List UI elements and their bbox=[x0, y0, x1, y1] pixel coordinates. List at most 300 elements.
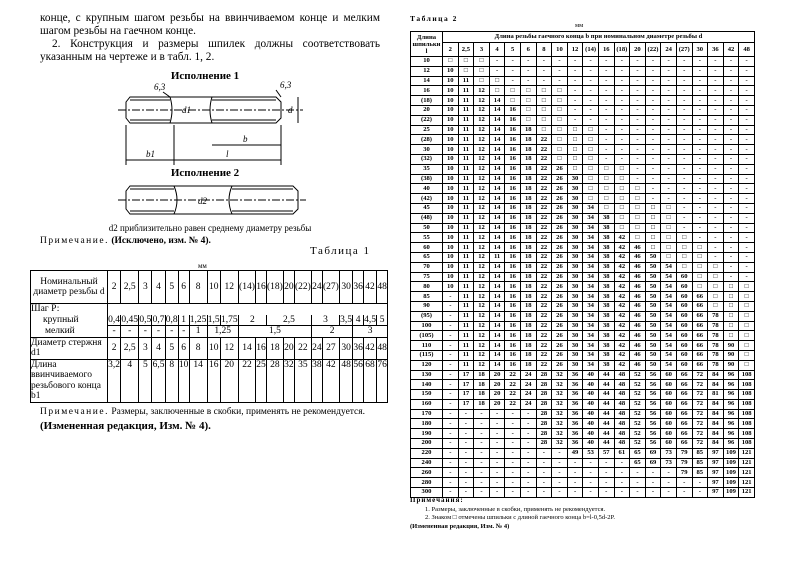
thread-length-cell: 42 bbox=[614, 292, 630, 302]
thread-length-cell: 18 bbox=[520, 341, 536, 351]
thread-length-cell: - bbox=[474, 409, 490, 419]
thread-length-cell: 84 bbox=[708, 419, 724, 429]
fine-step-row bbox=[31, 326, 388, 338]
thread-length-cell: 16 bbox=[505, 321, 521, 331]
stud-length-cell: 160 bbox=[411, 399, 443, 409]
thread-length-cell: 54 bbox=[661, 272, 677, 282]
thread-length-cell: 11 bbox=[458, 233, 474, 243]
thread-length-cell: 34 bbox=[583, 233, 599, 243]
stud-length-cell: 120 bbox=[411, 360, 443, 370]
thread-length-cell: 28 bbox=[536, 419, 552, 429]
table-row bbox=[411, 448, 755, 458]
thread-length-cell: - bbox=[505, 448, 521, 458]
d-label: d bbox=[288, 105, 293, 115]
thread-length-cell: 14 bbox=[189, 359, 207, 402]
thread-length-cell: 11 bbox=[458, 184, 474, 194]
thread-length-cell: 66 bbox=[692, 331, 708, 341]
thread-length-cell: - bbox=[645, 66, 661, 76]
thread-length-cell: 25 bbox=[256, 359, 267, 402]
thread-length-cell: - bbox=[661, 194, 677, 204]
thread-length-cell: - bbox=[583, 458, 599, 468]
thread-length-cell: - bbox=[645, 478, 661, 488]
thread-length-cell: - bbox=[536, 66, 552, 76]
row-label-fine: мелкий bbox=[31, 326, 108, 338]
thread-length-cell: 18 bbox=[520, 252, 536, 262]
thread-length-cell: 40 bbox=[583, 429, 599, 439]
thread-length-cell: □ bbox=[536, 115, 552, 125]
thread-length-cell: - bbox=[739, 174, 755, 184]
thread-length-cell: 18 bbox=[520, 262, 536, 272]
thread-length-cell: 14 bbox=[489, 350, 505, 360]
thread-length-cell: 52 bbox=[630, 419, 646, 429]
thread-length-cell: 16 bbox=[505, 145, 521, 155]
thread-length-cell: 34 bbox=[583, 321, 599, 331]
thread-length-cell: 50 bbox=[645, 262, 661, 272]
thread-length-cell: - bbox=[614, 57, 630, 67]
thread-length-cell: - bbox=[708, 252, 724, 262]
stud-length-cell: 300 bbox=[411, 488, 443, 498]
thread-length-cell: - bbox=[505, 478, 521, 488]
thread-length-cell: 12 bbox=[474, 360, 490, 370]
thread-length-cell: 36 bbox=[567, 439, 583, 449]
thread-length-cell: 18 bbox=[520, 203, 536, 213]
thread-length-cell: 79 bbox=[676, 458, 692, 468]
table-row bbox=[411, 350, 755, 360]
rod-diameter-cell: 8 bbox=[189, 337, 207, 359]
thread-length-cell: - bbox=[692, 203, 708, 213]
thread-length-cell: 11 bbox=[458, 213, 474, 223]
thread-length-cell: 10 bbox=[443, 135, 459, 145]
thread-length-cell: 10 bbox=[443, 164, 459, 174]
thread-length-cell: □ bbox=[505, 86, 521, 96]
thread-length-cell: □ bbox=[723, 301, 739, 311]
thread-length-cell: 69 bbox=[645, 458, 661, 468]
thread-length-cell: - bbox=[723, 96, 739, 106]
thread-length-cell: - bbox=[739, 86, 755, 96]
thread-length-cell: - bbox=[708, 96, 724, 106]
thread-length-cell: 60 bbox=[661, 380, 677, 390]
thread-length-cell: □ bbox=[489, 86, 505, 96]
thread-length-cell: 72 bbox=[692, 370, 708, 380]
table-row bbox=[411, 409, 755, 419]
drawing-caption: d2 приблизительно равен среднему диаметру резьбы bbox=[108, 223, 312, 233]
thread-length-cell: - bbox=[458, 478, 474, 488]
thread-length-cell: □ bbox=[443, 57, 459, 67]
table-row bbox=[411, 301, 755, 311]
thread-length-cell: 72 bbox=[692, 399, 708, 409]
thread-length-cell: 14 bbox=[489, 282, 505, 292]
thread-length-cell: □ bbox=[739, 331, 755, 341]
thread-length-cell: □ bbox=[583, 154, 599, 164]
thread-length-cell: - bbox=[645, 488, 661, 498]
thread-length-cell: 108 bbox=[739, 399, 755, 409]
thread-length-cell: 78 bbox=[708, 360, 724, 370]
thread-length-cell: 28 bbox=[536, 439, 552, 449]
thread-length-cell: 11 bbox=[458, 174, 474, 184]
roughness-label-1: 6,3 bbox=[154, 82, 166, 92]
thread-length-cell: - bbox=[458, 419, 474, 429]
table1-note-label: Примечание. bbox=[40, 407, 109, 417]
thread-length-cell: 30 bbox=[567, 194, 583, 204]
thread-length-cell: 84 bbox=[708, 370, 724, 380]
thread-length-cell: - bbox=[661, 478, 677, 488]
table-row bbox=[411, 213, 755, 223]
thread-length-cell: - bbox=[708, 105, 724, 115]
thread-length-cell: - bbox=[443, 292, 459, 302]
thread-length-cell: - bbox=[630, 66, 646, 76]
thread-length-cell: 11 bbox=[458, 272, 474, 282]
thread-length-cell: - bbox=[661, 96, 677, 106]
thread-length-cell: 96 bbox=[723, 419, 739, 429]
thread-length-cell: 44 bbox=[598, 419, 614, 429]
thread-length-cell: 11 bbox=[458, 301, 474, 311]
thread-length-cell: 22 bbox=[536, 154, 552, 164]
thread-length-cell: 121 bbox=[739, 488, 755, 498]
thread-length-cell: 18 bbox=[474, 390, 490, 400]
thread-length-cell: - bbox=[645, 184, 661, 194]
thread-length-cell: - bbox=[676, 478, 692, 488]
thread-length-cell: - bbox=[614, 66, 630, 76]
fine-step-cell: 2 bbox=[312, 326, 353, 338]
thread-length-cell: 22 bbox=[536, 252, 552, 262]
thread-length-cell: 16 bbox=[505, 360, 521, 370]
rod-diameter-cell: 3 bbox=[139, 337, 152, 359]
thread-length-cell: - bbox=[536, 448, 552, 458]
thread-length-cell: 44 bbox=[598, 439, 614, 449]
stud-length-cell: 12 bbox=[411, 66, 443, 76]
thread-length-cell: - bbox=[739, 252, 755, 262]
thread-length-cell: 34 bbox=[583, 243, 599, 253]
thread-length-cell: 34 bbox=[583, 341, 599, 351]
thread-length-cell: 97 bbox=[708, 448, 724, 458]
thread-length-cell: □ bbox=[583, 135, 599, 145]
thread-length-cell: 108 bbox=[739, 439, 755, 449]
thread-length-cell: 38 bbox=[598, 223, 614, 233]
row-label-thread-length: Длина ввинчиваемого резьбового конца b1 bbox=[31, 359, 108, 402]
thread-length-cell: - bbox=[583, 115, 599, 125]
thread-length-cell: 48 bbox=[614, 439, 630, 449]
thread-length-cell: - bbox=[708, 76, 724, 86]
thread-length-cell: - bbox=[676, 76, 692, 86]
thread-length-cell: 18 bbox=[474, 370, 490, 380]
thread-length-cell: 26 bbox=[552, 223, 568, 233]
thread-length-cell: 26 bbox=[552, 213, 568, 223]
thread-length-cell: 26 bbox=[552, 233, 568, 243]
thread-length-cell: 32 bbox=[552, 380, 568, 390]
thread-length-cell: □ bbox=[520, 105, 536, 115]
thread-length-cell: 30 bbox=[567, 243, 583, 253]
thread-length-cell: 96 bbox=[723, 409, 739, 419]
thread-length-cell: 14 bbox=[489, 262, 505, 272]
thread-length-cell: 18 bbox=[520, 282, 536, 292]
stud-length-cell: 35 bbox=[411, 164, 443, 174]
table-row bbox=[411, 135, 755, 145]
thread-length-cell: 16 bbox=[505, 262, 521, 272]
thread-length-cell: 50 bbox=[645, 272, 661, 282]
thread-length-cell: □ bbox=[676, 243, 692, 253]
thread-length-cell: 28 bbox=[536, 399, 552, 409]
thread-length-cell: 11 bbox=[458, 311, 474, 321]
thread-length-cell: 84 bbox=[708, 439, 724, 449]
thread-length-cell: - bbox=[661, 66, 677, 76]
thread-length-cell: - bbox=[692, 115, 708, 125]
thread-length-cell: 28 bbox=[536, 370, 552, 380]
thread-length-cell: 11 bbox=[458, 76, 474, 86]
thread-length-cell: 26 bbox=[552, 301, 568, 311]
rod-diameter-cell: 24 bbox=[312, 337, 323, 359]
thread-length-cell: 66 bbox=[676, 380, 692, 390]
thread-length-cell: 16 bbox=[505, 311, 521, 321]
thread-length-cell: 85 bbox=[692, 468, 708, 478]
thread-length-cell: 32 bbox=[552, 429, 568, 439]
thread-length-cell: - bbox=[552, 57, 568, 67]
coarse-step-cell: 3 bbox=[312, 315, 340, 326]
thread-length-cell: 28 bbox=[536, 390, 552, 400]
thread-length-cell: - bbox=[505, 488, 521, 498]
thread-length-cell: 68 bbox=[363, 359, 376, 402]
thread-length-cell: 38 bbox=[598, 311, 614, 321]
thread-length-cell: □ bbox=[630, 194, 646, 204]
diameter-header-cell: 20 bbox=[630, 43, 646, 57]
rod-diameter-cell: 42 bbox=[363, 337, 376, 359]
thread-length-cell: 12 bbox=[474, 164, 490, 174]
thread-length-cell: 60 bbox=[676, 350, 692, 360]
thread-length-cell: 10 bbox=[443, 272, 459, 282]
thread-length-cell: 12 bbox=[474, 292, 490, 302]
diameter-cell: 30 bbox=[340, 271, 353, 304]
thread-length-cell: 73 bbox=[661, 448, 677, 458]
thread-length-cell: - bbox=[520, 478, 536, 488]
table2-revision: (Измененная редакция, Изм. № 4) bbox=[410, 523, 510, 530]
thread-length-cell: - bbox=[645, 96, 661, 106]
thread-length-cell: 48 bbox=[614, 419, 630, 429]
thread-length-cell: □ bbox=[489, 76, 505, 86]
d1-label: d1 bbox=[182, 105, 191, 115]
thread-length-cell: - bbox=[739, 96, 755, 106]
thread-length-cell: □ bbox=[458, 57, 474, 67]
table-2 bbox=[410, 31, 755, 498]
thread-length-cell: 18 bbox=[520, 125, 536, 135]
thread-length-cell: - bbox=[676, 105, 692, 115]
thread-length-cell: 30 bbox=[567, 360, 583, 370]
thread-length-cell: - bbox=[661, 135, 677, 145]
thread-length-cell: - bbox=[443, 301, 459, 311]
coarse-step-cell: 3,5 bbox=[340, 314, 353, 325]
thread-length-cell: 14 bbox=[489, 272, 505, 282]
coarse-step-cell: 0,5 bbox=[139, 314, 152, 325]
thread-length-cell: 65 bbox=[630, 458, 646, 468]
thread-length-cell: - bbox=[552, 488, 568, 498]
diameter-cell: 2 bbox=[108, 271, 121, 304]
coarse-step-cell: 2,5 bbox=[266, 315, 311, 326]
thread-length-cell: 26 bbox=[552, 252, 568, 262]
thread-length-cell: - bbox=[583, 66, 599, 76]
thread-length-cell: - bbox=[567, 86, 583, 96]
thread-length-cell: 40 bbox=[583, 370, 599, 380]
thread-length-cell: 11 bbox=[458, 125, 474, 135]
rod-diameter-cell: 12 bbox=[220, 337, 238, 359]
thread-length-cell: 50 bbox=[645, 301, 661, 311]
thread-length-cell: 34 bbox=[583, 223, 599, 233]
thread-length-cell: □ bbox=[708, 301, 724, 311]
stud-length-cell: 70 bbox=[411, 262, 443, 272]
coarse-step-cell: 4,5 bbox=[364, 314, 376, 325]
thread-length-cell: 56 bbox=[645, 399, 661, 409]
rod-diameter-row bbox=[31, 337, 388, 359]
thread-length-cell: 78 bbox=[708, 350, 724, 360]
thread-length-cell: 10 bbox=[443, 262, 459, 272]
thread-length-cell: 46 bbox=[630, 341, 646, 351]
table2-note-2: 2. Знаком □ отмечены шпильки с длиной гаечного конца b=l-0,5d-2P. bbox=[425, 514, 616, 521]
thread-length-cell: 18 bbox=[520, 272, 536, 282]
thread-length-cell: - bbox=[474, 448, 490, 458]
thread-length-cell: - bbox=[739, 272, 755, 282]
thread-length-cell: 16 bbox=[207, 359, 220, 402]
thread-length-cell: - bbox=[708, 203, 724, 213]
thread-length-cell: 14 bbox=[489, 145, 505, 155]
thread-length-cell: - bbox=[739, 76, 755, 86]
thread-length-cell: 18 bbox=[520, 164, 536, 174]
thread-length-cell: - bbox=[676, 86, 692, 96]
table-row bbox=[411, 429, 755, 439]
thread-length-cell: 22 bbox=[536, 223, 552, 233]
thread-length-cell: - bbox=[505, 419, 521, 429]
thread-length-cell: - bbox=[630, 125, 646, 135]
thread-length-cell: - bbox=[598, 478, 614, 488]
thread-length-cell: - bbox=[630, 135, 646, 145]
thread-length-cell: 50 bbox=[645, 331, 661, 341]
thread-length-cell: - bbox=[692, 96, 708, 106]
thread-length-cell: 22 bbox=[505, 390, 521, 400]
thread-length-cell: - bbox=[536, 468, 552, 478]
thread-length-cell: - bbox=[598, 115, 614, 125]
thread-length-cell: □ bbox=[552, 135, 568, 145]
thread-length-cell: □ bbox=[739, 321, 755, 331]
thread-length-cell: 42 bbox=[614, 341, 630, 351]
coarse-step-cell: 1,25 bbox=[189, 314, 207, 325]
thread-length-cell: □ bbox=[520, 96, 536, 106]
thread-length-cell: 16 bbox=[505, 125, 521, 135]
thread-length-cell: 18 bbox=[520, 213, 536, 223]
thread-length-cell: 18 bbox=[520, 292, 536, 302]
thread-length-cell: 10 bbox=[443, 86, 459, 96]
thread-length-cell: □ bbox=[567, 135, 583, 145]
thread-length-cell: 12 bbox=[474, 331, 490, 341]
thread-length-cell: 50 bbox=[645, 321, 661, 331]
thread-length-cell: □ bbox=[474, 66, 490, 76]
diameter-header-cell: 48 bbox=[739, 43, 755, 57]
thread-length-cell: - bbox=[567, 96, 583, 106]
thread-length-cell: 26 bbox=[552, 164, 568, 174]
thread-length-cell: - bbox=[443, 350, 459, 360]
stud-length-cell: 60 bbox=[411, 243, 443, 253]
stud-length-cell: 280 bbox=[411, 478, 443, 488]
thread-length-cell: □ bbox=[692, 262, 708, 272]
stud-length-cell: 200 bbox=[411, 439, 443, 449]
stud-length-cell: (38) bbox=[411, 174, 443, 184]
thread-length-cell: 56 bbox=[645, 429, 661, 439]
thread-length-cell: 50 bbox=[645, 311, 661, 321]
thread-length-cell: □ bbox=[520, 86, 536, 96]
thread-length-cell: 32 bbox=[284, 359, 295, 402]
thread-length-cell: □ bbox=[567, 164, 583, 174]
thread-length-cell: - bbox=[676, 57, 692, 67]
thread-length-cell: 66 bbox=[676, 390, 692, 400]
thread-length-cell: 56 bbox=[645, 419, 661, 429]
thread-length-cell: □ bbox=[567, 125, 583, 135]
stud-length-cell: 220 bbox=[411, 448, 443, 458]
thread-length-cell: - bbox=[520, 429, 536, 439]
thread-length-cell: - bbox=[645, 76, 661, 86]
thread-length-cell: □ bbox=[552, 145, 568, 155]
table2-notes-label: Примечания: bbox=[410, 496, 464, 504]
thread-length-cell: - bbox=[583, 86, 599, 96]
coarse-step-cell: 2 bbox=[238, 315, 266, 326]
thread-length-cell: 32 bbox=[552, 439, 568, 449]
diameter-header-cell: 42 bbox=[723, 43, 739, 57]
thread-length-cell: 11 bbox=[458, 96, 474, 106]
diameter-header-cell: 10 bbox=[552, 43, 568, 57]
thread-length-cell: - bbox=[739, 203, 755, 213]
diameter-header-cell: 8 bbox=[536, 43, 552, 57]
thread-length-cell: 22 bbox=[536, 341, 552, 351]
step-spacer bbox=[108, 304, 388, 315]
thread-length-cell: 26 bbox=[552, 262, 568, 272]
thread-length-cell: 40 bbox=[583, 419, 599, 429]
thread-length-cell: - bbox=[552, 468, 568, 478]
thread-length-cell: 22 bbox=[536, 203, 552, 213]
thread-length-cell: 11 bbox=[458, 135, 474, 145]
thread-length-cell: 121 bbox=[739, 458, 755, 468]
thread-length-cell: 60 bbox=[661, 399, 677, 409]
thread-length-cell: 97 bbox=[708, 458, 724, 468]
thread-length-cell: 96 bbox=[723, 439, 739, 449]
b-label: b bbox=[243, 134, 248, 144]
thread-length-cell: 30 bbox=[567, 350, 583, 360]
thread-length-cell: - bbox=[614, 154, 630, 164]
thread-length-cell: 16 bbox=[505, 194, 521, 204]
thread-length-cell: □ bbox=[536, 105, 552, 115]
diameter-header-cell: 24 bbox=[661, 43, 677, 57]
thread-length-cell: 69 bbox=[645, 448, 661, 458]
thread-length-cell: □ bbox=[583, 174, 599, 184]
thread-length-cell: 18 bbox=[474, 399, 490, 409]
thread-length-cell: - bbox=[630, 96, 646, 106]
thread-length-cell: 12 bbox=[474, 194, 490, 204]
thread-length-cell: □ bbox=[474, 57, 490, 67]
thread-length-cell: 84 bbox=[708, 429, 724, 439]
thread-length-cell: 24 bbox=[520, 390, 536, 400]
thread-length-cell: □ bbox=[661, 243, 677, 253]
thread-length-cell: - bbox=[676, 154, 692, 164]
thread-length-cell: 18 bbox=[520, 321, 536, 331]
thread-length-cell: 24 bbox=[520, 399, 536, 409]
thread-length-cell: 16 bbox=[505, 164, 521, 174]
thread-length-cell: - bbox=[645, 115, 661, 125]
thread-length-cell: - bbox=[692, 174, 708, 184]
table1-title: Таблица 1 bbox=[310, 245, 371, 257]
thread-length-cell: □ bbox=[598, 194, 614, 204]
thread-length-cell: 48 bbox=[614, 399, 630, 409]
coarse-step-cell: 1,5 bbox=[207, 314, 220, 325]
thread-length-cell: - bbox=[520, 458, 536, 468]
thread-length-cell: 26 bbox=[552, 360, 568, 370]
thread-length-cell: - bbox=[723, 86, 739, 96]
stud-length-cell: (22) bbox=[411, 115, 443, 125]
thread-length-cell: 20 bbox=[489, 380, 505, 390]
thread-length-cell: 11 bbox=[458, 145, 474, 155]
thread-length-cell: 18 bbox=[520, 145, 536, 155]
